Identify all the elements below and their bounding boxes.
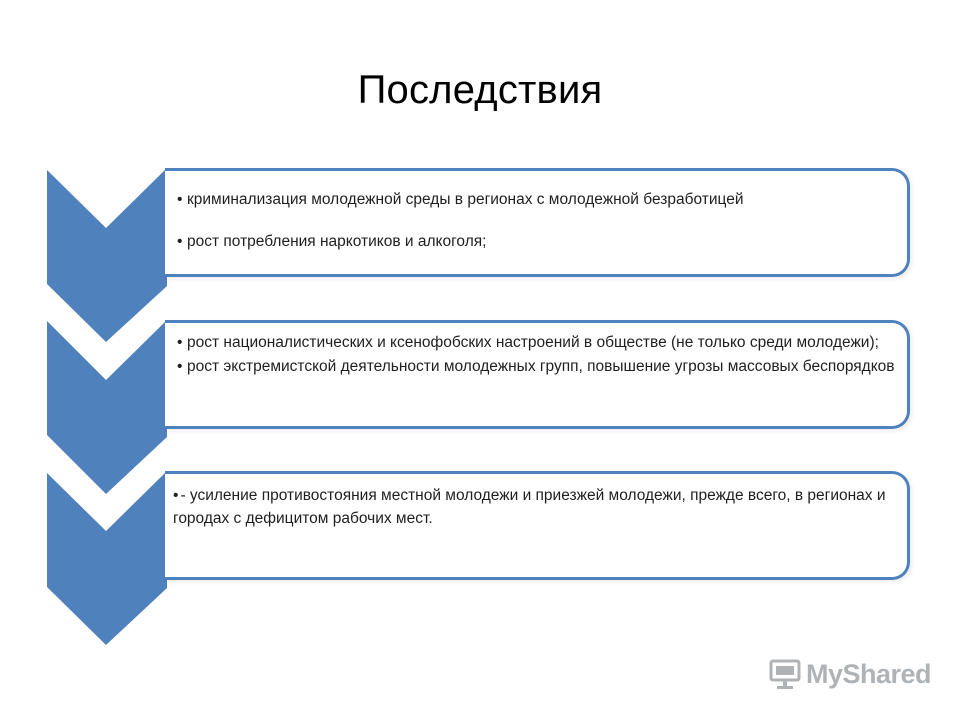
bullet-item: • рост потребления наркотиков и алкоголя;	[165, 231, 907, 252]
watermark	[768, 656, 931, 692]
chevron-arrow-2	[47, 320, 167, 494]
consequence-block-3	[165, 471, 910, 580]
slide-title: Последствия	[357, 68, 603, 112]
watermark-text: MyShared	[806, 658, 932, 689]
consequence-block-1	[165, 168, 910, 277]
bullet-item: • рост экстремистской деятельности молодежных групп, повышение угрозы массовых беспорядков	[165, 356, 907, 377]
bullet-text: - усиление противостояния местной молодежи и приезжей молодежи, прежде всего, в регионах и городах с дефицитом рабочих мест.	[173, 487, 886, 527]
presentation-icon	[768, 657, 802, 691]
consequence-block-2	[165, 320, 910, 429]
bullet-paragraph	[165, 474, 907, 530]
bullet-item: • криминализация молодежной среды в регионах с молодежной безработицей	[165, 189, 907, 210]
chevron-arrow-1	[47, 168, 167, 342]
bullet-item: • рост националистических и ксенофобских настроений в обществе (не только среди молодежи);	[165, 332, 907, 353]
chevron-arrow-3	[47, 471, 167, 645]
